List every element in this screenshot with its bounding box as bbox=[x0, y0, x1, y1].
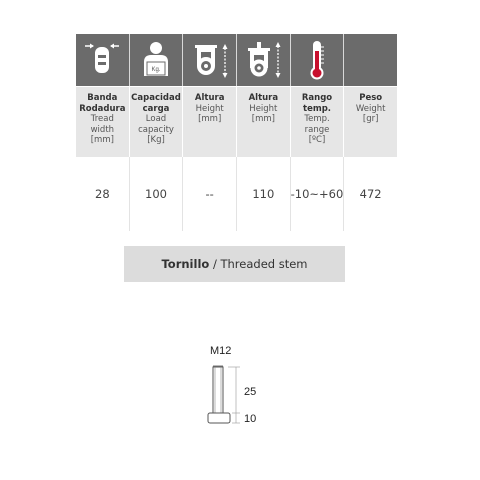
tread-width-icon bbox=[82, 40, 122, 80]
threaded-stem-banner bbox=[124, 246, 345, 282]
value-row bbox=[76, 157, 397, 231]
banner-title-en: Threaded stem bbox=[220, 257, 308, 271]
label-unit: [gr] bbox=[362, 114, 379, 124]
label-es-line-1: Capacidad bbox=[131, 93, 181, 103]
swivel-caster-height-icon bbox=[242, 40, 284, 80]
label-unit: [mm] bbox=[90, 135, 114, 145]
value-swivel-height: 110 bbox=[237, 157, 291, 231]
spec-table bbox=[76, 34, 397, 231]
thread-size-label: M12 bbox=[210, 345, 232, 357]
label-swivel-height bbox=[237, 87, 291, 157]
label-en-line-1: Height bbox=[195, 103, 224, 114]
label-en-line-2: width bbox=[90, 124, 115, 135]
label-es-line-1: Peso bbox=[359, 93, 383, 103]
label-en-line-1: Temp. range bbox=[304, 114, 330, 135]
label-unit: [Kg] bbox=[147, 135, 165, 145]
icon-cell-fixed-height bbox=[183, 34, 237, 86]
banner-title-es: Tornillo bbox=[161, 257, 210, 271]
stem-base-label: 10 bbox=[244, 413, 257, 425]
value-fixed-height: -- bbox=[183, 157, 237, 231]
label-es-line-1: Altura bbox=[194, 93, 225, 103]
load-capacity-icon bbox=[136, 40, 176, 80]
icon-row bbox=[76, 34, 397, 86]
label-es-line-1: Rango temp. bbox=[301, 93, 333, 114]
label-unit: [mm] bbox=[251, 114, 275, 124]
kg-icon-text: Kg. bbox=[151, 67, 161, 73]
label-es-line-1: Banda bbox=[87, 93, 118, 103]
value-temperature-range: -10~+60 bbox=[291, 157, 345, 231]
banner-separator: / bbox=[209, 257, 221, 271]
label-es-line-2: carga bbox=[142, 103, 170, 114]
value-load-capacity: 100 bbox=[130, 157, 184, 231]
label-en-line-1: Weight bbox=[355, 103, 386, 114]
stem-length-label: 25 bbox=[244, 386, 257, 398]
label-en-line-1: Tread bbox=[90, 114, 114, 124]
label-en-line-1: Height bbox=[249, 103, 278, 114]
icon-cell-tread-width bbox=[76, 34, 130, 86]
icon-cell-load-capacity bbox=[130, 34, 184, 86]
label-unit: [ºC] bbox=[308, 135, 326, 145]
thermometer-icon bbox=[302, 39, 332, 81]
icon-cell-weight bbox=[344, 34, 397, 86]
label-weight bbox=[344, 87, 397, 157]
label-es-line-1: Altura bbox=[248, 93, 279, 103]
icon-cell-swivel-height bbox=[237, 34, 291, 86]
label-fixed-height bbox=[183, 87, 237, 157]
icon-cell-temperature bbox=[291, 34, 345, 86]
label-en-line-2: capacity bbox=[138, 124, 174, 135]
label-tread-width bbox=[76, 87, 130, 157]
label-es-line-2: Rodadura bbox=[79, 103, 126, 114]
label-temperature bbox=[291, 87, 345, 157]
label-unit: [mm] bbox=[198, 114, 222, 124]
value-tread-width: 28 bbox=[76, 157, 130, 231]
value-weight: 472 bbox=[359, 187, 382, 201]
label-row bbox=[76, 86, 397, 157]
threaded-stem-drawing bbox=[196, 340, 286, 435]
fixed-caster-height-icon bbox=[189, 40, 231, 80]
label-en-line-1: Load bbox=[145, 114, 167, 124]
label-load-capacity bbox=[130, 87, 184, 157]
